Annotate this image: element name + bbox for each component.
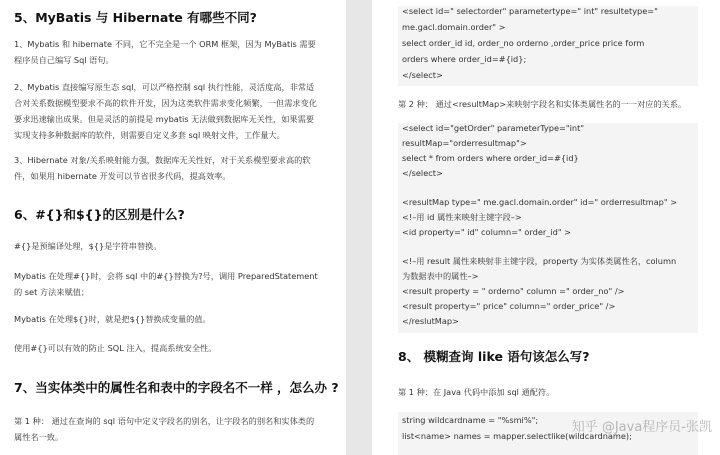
heading-5: 5、MyBatis 与 Hibernate 有哪些不同? [14,10,257,25]
paragraph: #{}是预编译处理，${}是字符串替换。 [14,241,162,251]
code-line: <resultMap type=" me.gacl.domain.order" id=" orderresultmap" > [402,197,678,207]
paragraph: Mybatis 在处理${}时，就是把${}替换成变量的值。 [14,314,211,324]
paragraph: 第 2 种： 通过<resultMap>来映射字段名和实体类属性名的一一对应的关系。 [398,99,687,109]
code-line: <id property=" id" column=" order_id" > [402,227,572,237]
code-block [398,123,698,333]
code-line: string wildcardname = "%smi%"; [402,415,539,425]
code-line: <!–用 result 属性来映射非主键字段，property 为实体类属性名，column [402,256,677,266]
code-line: <result property=" price" column=" order_price" /> [402,301,616,311]
paragraph: Mybatis 在处理#{}时，会将 sql 中的#{}替换为?号，调用 PreparedStatement 的 set 方法来赋值； [14,271,318,297]
paragraph: 2、Mybatis 直接编写原生态 sql，可以严格控制 sql 执行性能，灵活度高，非常适合对关系数据模型要求不高的软件开发，因为这类软件需求变化频繁，一但需求变化要求迅速输出成果。但是灵活的前提是 mybatis 无法做到数据库无关性，如果需要实现支持多种数据库的软件，则需要自定义多套 sql 映射文件，工作量大。 [14,82,317,140]
heading-8: 8、 模糊查询 like 语句该怎么写? [398,349,590,364]
code-line: 为数据表中的属性–> [402,271,479,281]
code-line: resultMap="orderresultmap"> [402,138,527,148]
paragraph: 第 1 种： 通过在查询的 sql 语句中定义字段名的别名，让字段名的别名和实体类的属性名一致。 [14,416,315,442]
right-document-page [372,0,720,455]
code-line: </select> [402,70,443,80]
code-line: me.gacl.domain.order" > [402,22,506,32]
code-line: </reslutMap> [402,316,459,326]
paragraph: 1、Mybatis 和 hibernate 不同，它不完全是一个 ORM 框架，因为 MyBatis 需要程序员自己编写 Sql 语句。 [14,39,316,65]
watermark: 知乎 @Java程序员-张凯 [571,420,712,435]
left-document-page [0,0,346,455]
code-line: <select id=" selectorder" parametertype=" int" resultetype=" [402,6,658,16]
code-line: <!–用 id 属性来映射主键字段–> [402,212,522,222]
code-line: </select> [402,168,443,178]
code-line: orders where order_id=#{id}; [402,54,527,64]
code-block [398,6,698,86]
paragraph: 使用#{}可以有效的防止 SQL 注入，提高系统安全性。 [14,343,217,353]
code-line: <result property = " orderno" column =" order_no" /> [402,286,625,296]
paragraph: 第 1 种：在 Java 代码中添加 sql 通配符。 [398,387,555,397]
heading-7: 7、当实体类中的属性名和表中的字段名不一样 ，怎么办 ? [14,380,339,395]
code-line: select order_id id, order_no orderno ,order_price price form [402,38,645,48]
paragraph: 3、Hibernate 对象/关系映射能力强，数据库无关性好，对于关系模型要求高的软件，如果用 hibernate 开发可以节省很多代码，提高效率。 [14,155,311,181]
code-line: select * from orders where order_id=#{id} [402,153,579,163]
heading-6: 6、#{}和${}的区别是什么? [14,207,185,222]
code-line: list<name> names = mapper.selectlike(wildcardname); [402,431,632,441]
code-line: <select id="getOrder" parameterType="int" [402,123,585,133]
